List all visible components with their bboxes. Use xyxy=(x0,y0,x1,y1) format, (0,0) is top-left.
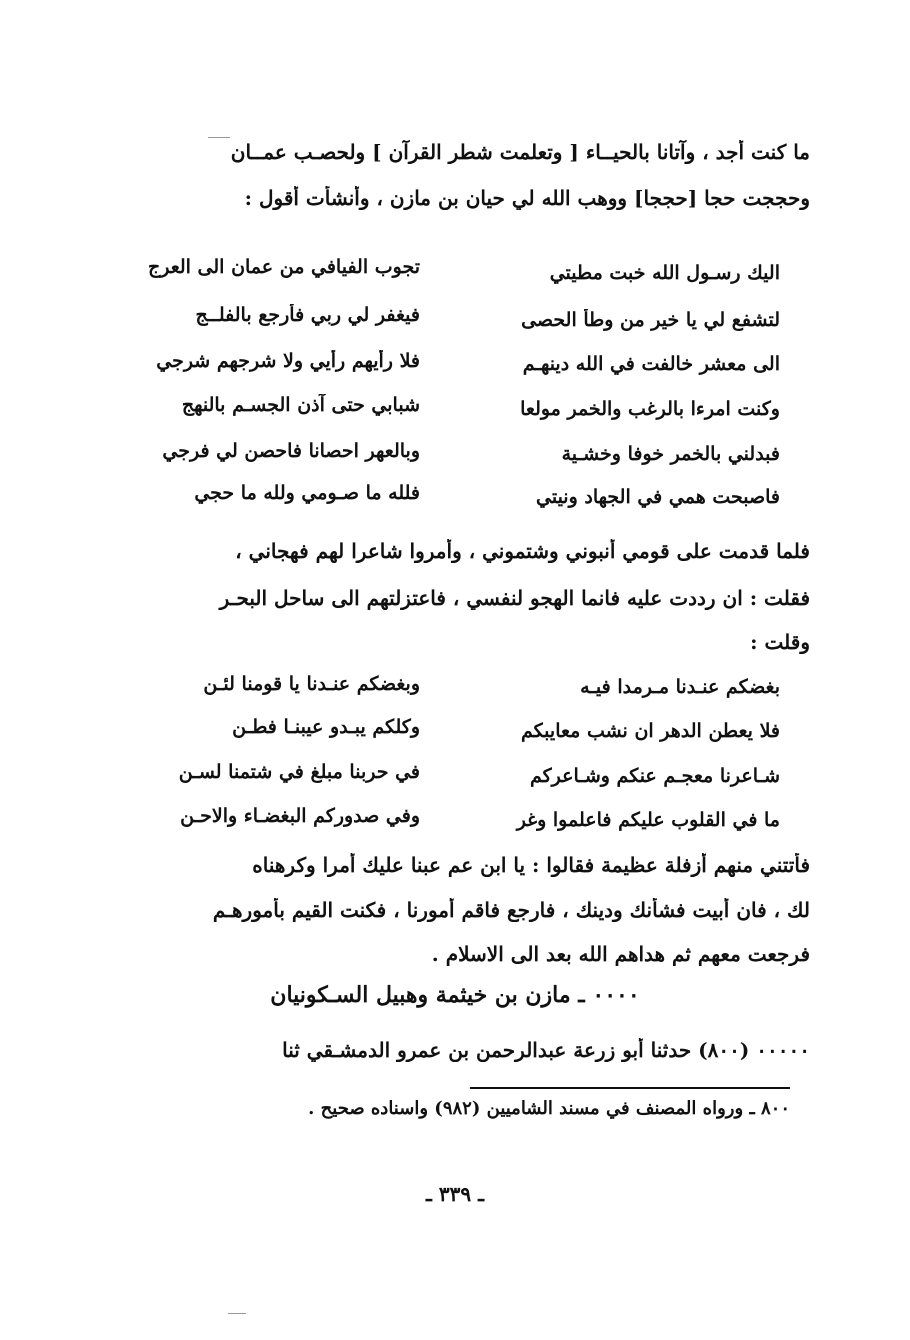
prose-line: وحججت حجا [حججا] ووهب الله لي حيان بن مازن ، وأنشأت أقول : xyxy=(244,186,810,210)
verse-second-hemistich: وكلكم يبـدو عيبنـا فطـن xyxy=(232,716,420,738)
prose-line: فقلت : ان رددت عليه فانما الهجو لنفسي ، فاعتزلتهم الى ساحل البحـر xyxy=(219,586,810,610)
prose-line: فرجعت معهم ثم هداهم الله بعد الى الاسلام . xyxy=(431,942,810,966)
verse-second-hemistich: في حربنا مبلغ في شتمنا لسـن xyxy=(178,761,420,783)
verse-first-hemistich: بغضكم عنـدنا مـرمدا فيـه xyxy=(580,676,780,698)
verse-first-hemistich: وكنت امرءا بالرغب والخمر مولعا xyxy=(520,398,780,420)
prose-line: فلما قدمت على قومي أنبوني وشتموني ، وأمروا شاعرا لهم فهجاني ، xyxy=(235,539,810,563)
page-number: ـ ٣٣٩ ـ xyxy=(426,1182,484,1206)
prose-line: فأتتني منهم أزفلة عظيمة فقالوا : يا ابن عم عبنا عليك أمرا وكرهناه xyxy=(252,853,810,877)
prose-line: وقلت : xyxy=(750,630,810,654)
verse-second-hemistich: فيغفر لي ربي فأرجع بالفلــج xyxy=(195,304,420,326)
scan-speck xyxy=(228,1313,246,1314)
section-heading: ٠٠٠٠ ـ مازن بن خيثمة وهبيل السـكونيان xyxy=(270,982,640,1008)
verse-second-hemistich: شبابي حتى آذن الجسـم بالنهج xyxy=(181,394,420,416)
hadith-line: ٠٠٠٠٠ (٨٠٠) حدثنا أبو زرعة عبدالرحمن بن عمرو الدمشـقي ثنا xyxy=(282,1038,810,1062)
verse-second-hemistich: فلا رأيهم رأيي ولا شرجهم شرجي xyxy=(156,350,420,372)
verse-first-hemistich: فلا يعطن الدهر ان نشب معايبكم xyxy=(521,720,780,742)
verse-first-hemistich: فبدلني بالخمر خوفا وخشـية xyxy=(561,443,780,465)
verse-first-hemistich: الى معشر خالفت في الله دينهـم xyxy=(522,353,780,375)
footnote: ٨٠٠ ـ ورواه المصنف في مسند الشاميين (٩٨٢) واسناده صحيح . xyxy=(308,1098,790,1119)
verse-second-hemistich: فلله ما صـومي ولله ما حجي xyxy=(194,482,420,504)
verse-first-hemistich: ما في القلوب عليكم فاعلموا وغر xyxy=(516,809,780,831)
prose-line: لك ، فان أبيت فشأنك ودينك ، فارجع فاقم أمورنا ، فكنت القيم بأمورهـم xyxy=(212,898,810,922)
verse-first-hemistich: فاصبحت همي في الجهاد ونيتي xyxy=(536,486,780,508)
verse-second-hemistich: وبغضكم عنـدنا يا قومنا لئـن xyxy=(203,673,420,695)
verse-first-hemistich: اليك رسـول الله خبت مطيتي xyxy=(549,262,780,284)
verse-first-hemistich: شـاعرنا معجـم عنكم وشـاعركم xyxy=(529,765,780,787)
verse-second-hemistich: وفي صدوركم البغضـاء والاحـن xyxy=(180,805,420,827)
footnote-divider xyxy=(470,1087,790,1089)
prose-line: ما كنت أجد ، وآتانا بالحيــاء [ وتعلمت شطر القرآن ] ولحصـب عمــان xyxy=(230,140,810,164)
verse-first-hemistich: لتشفع لي يا خير من وطأ الحصى xyxy=(521,309,780,331)
verse-second-hemistich: تجوب الفيافي من عمان الى العرج xyxy=(147,256,420,278)
verse-second-hemistich: وبالعهر احصانا فاحصن لي فرجي xyxy=(162,440,420,462)
scan-speck xyxy=(208,137,230,138)
